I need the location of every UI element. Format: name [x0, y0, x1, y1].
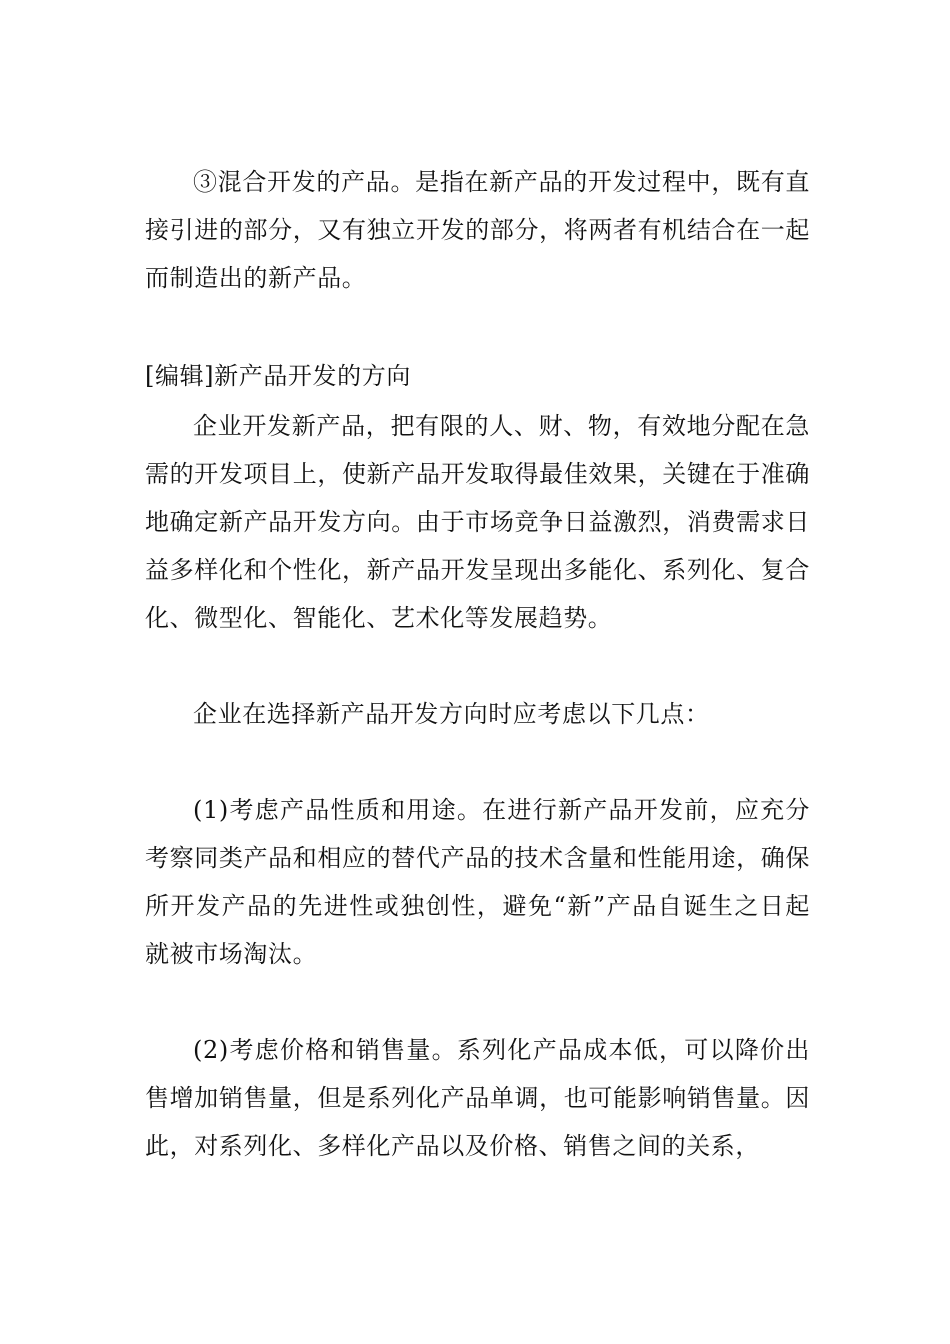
paragraph-development-direction: 企业开发新产品，把有限的人、财、物，有效地分配在急需的开发项目上，使新产品开发取得最佳效果，关键在于准确地确定新产品开发方向。由于市场竞争日益激烈，消费需求日益多样化和个性化，新产品开发呈现出多能化、系列化、复合化、微型化、智能化、艺术化等发展趋势。 — [145, 412, 810, 632]
paragraph-gap — [145, 302, 810, 352]
document-body — [145, 158, 810, 1170]
paragraph-gap — [145, 978, 810, 1026]
paragraph-gap — [145, 642, 810, 690]
paragraph-gap — [145, 738, 810, 786]
paragraph-mixed-development: ③混合开发的产品。是指在新产品的开发过程中，既有直接引进的部分，又有独立开发的部分，将两者有机结合在一起而制造出的新产品。 — [145, 168, 810, 292]
paragraph-point-2: (2)考虑价格和销售量。系列化产品成本低，可以降价出售增加销售量，但是系列化产品单调，也可能影响销售量。因此，对系列化、多样化产品以及价格、销售之间的关系， — [145, 1036, 810, 1160]
paragraph-point-1: (1)考虑产品性质和用途。在进行新产品开发前，应充分考察同类产品和相应的替代产品的技术含量和性能用途，确保所开发产品的先进性或独创性，避免“新”产品自诞生之日起就被市场淘汰。 — [145, 796, 810, 968]
paragraph-considerations-intro: 企业在选择新产品开发方向时应考虑以下几点： — [193, 700, 710, 728]
section-heading-development-direction: [编辑]新产品开发的方向 — [145, 362, 411, 390]
